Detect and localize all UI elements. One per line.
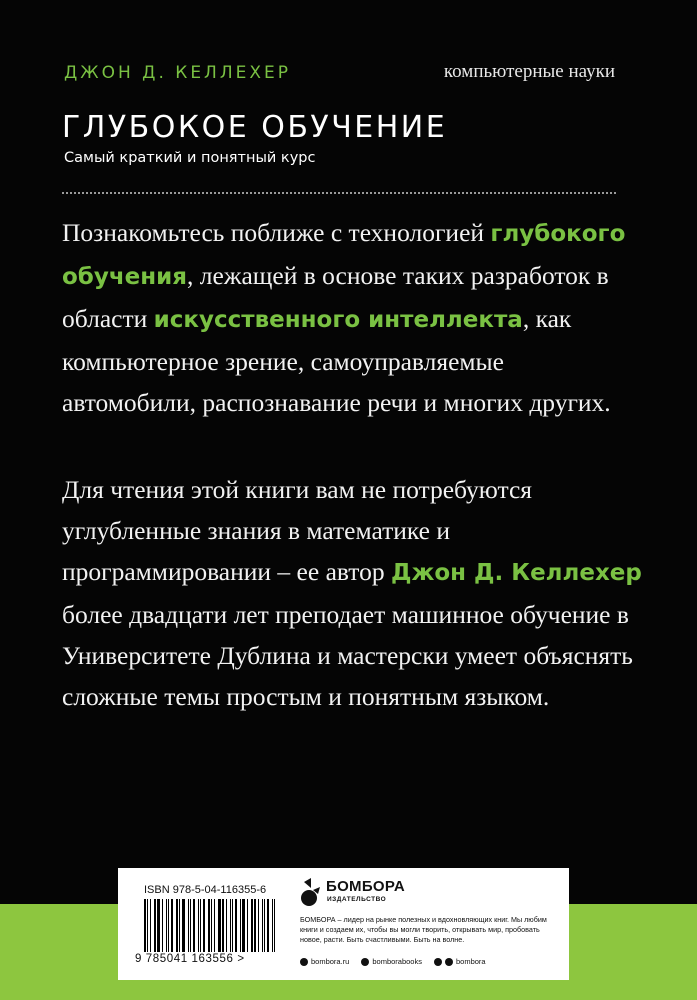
social-links [300,957,562,966]
barcode-bar [242,899,245,952]
barcode-bar [193,899,195,952]
barcode-bar [251,899,253,952]
p1-text-2: , лежащей в основе таких разработок в области [62,261,609,333]
barcode-bar [267,899,269,952]
barcode-bar [171,899,173,952]
barcode-bar [222,899,224,952]
barcode-bar [198,899,199,952]
publisher-name: БОМБОРА [326,878,406,895]
social-other[interactable] [434,957,486,966]
vk-icon [361,958,369,966]
barcode-bar [162,899,163,952]
globe-icon [300,958,308,966]
barcode-bar [272,899,273,952]
barcode-bar [182,899,185,952]
barcode-bar [190,899,191,952]
book-subtitle: Самый краткий и понятный курс [64,150,316,166]
barcode-bar [254,899,256,952]
p1-text-3: , как компьютерное зрение, самоуправляемые автомобили, распознавание речи и многих других. [62,304,611,417]
barcode-bar [211,899,212,952]
isbn-label: ISBN 978-5-04-116355-6 [144,884,267,896]
barcode-bar [154,899,156,952]
barcode-bar [200,899,201,952]
social-site[interactable] [300,957,349,966]
barcode [144,899,278,952]
barcode-bar [232,899,233,952]
highlight-ai: искусственного интеллекта [153,307,523,333]
social-site-label: bombora.ru [311,957,350,966]
highlight-deep-learning: глубокого обучения [62,221,626,290]
barcode-bar [214,899,215,952]
barcode-bar [203,899,205,952]
highlight-author: Джон Д. Келлехер [390,560,642,586]
publisher-info-box [118,868,569,980]
barcode-bar [226,899,227,952]
telegram-icon [445,958,453,966]
bombora-logo-icon [300,878,322,910]
barcode-bar [179,899,180,952]
barcode-bar [262,899,263,952]
barcode-bar [157,899,160,952]
social-other-label: bombora [455,957,486,966]
barcode-bar [258,899,259,952]
p2-text-1: Для чтения этой книги вам не потребуются углубленные знания в математике и программировании – ее автор [62,475,533,586]
barcode-bar [235,899,237,952]
p2-text-2: более двадцати лет преподает машинное обучение в Университете Дублина и мастерски умеет объяснять сложные темы простым и понятным языком. [62,600,633,711]
social-vk[interactable] [361,957,422,966]
p1-text-1: Познакомьтесь поближе с технологией [62,218,485,247]
description-paragraph-1 [62,212,642,423]
book-title: ГЛУБОКОЕ ОБУЧЕНИЕ [62,110,448,145]
barcode-bar [218,899,221,952]
barcode-digits: 9 785041 163556 > [135,953,245,965]
publisher-description: БОМБОРА – лидер на рынке полезных и вдохновляющих книг. Мы любим книги и создаем их, чтобы вы могли творить, открывать мир, пробовать новое, расти. Быть счастливыми. Быть на волне. [300,915,547,945]
barcode-bar [144,899,146,952]
ok-icon [434,958,442,966]
dotted-divider [62,192,616,194]
social-vk-label: bomborabooks [372,957,422,966]
category-label: компьютерные науки [443,61,615,82]
barcode-bar [150,899,151,952]
barcode-bar [147,899,148,952]
barcode-bar [168,899,169,952]
description-paragraph-2 [62,469,642,717]
barcode-bar [166,899,167,952]
barcode-bar [176,899,178,952]
barcode-bar [247,899,248,952]
barcode-bar [188,899,189,952]
author-name: ДЖОН Д. КЕЛЛЕХЕР [64,63,292,83]
barcode-bar [208,899,210,952]
barcode-bar [264,899,265,952]
barcode-bar [230,899,231,952]
publisher-subtitle: ИЗДАТЕЛЬСТВО [327,896,387,903]
barcode-bar [274,899,275,952]
barcode-bar [240,899,241,952]
